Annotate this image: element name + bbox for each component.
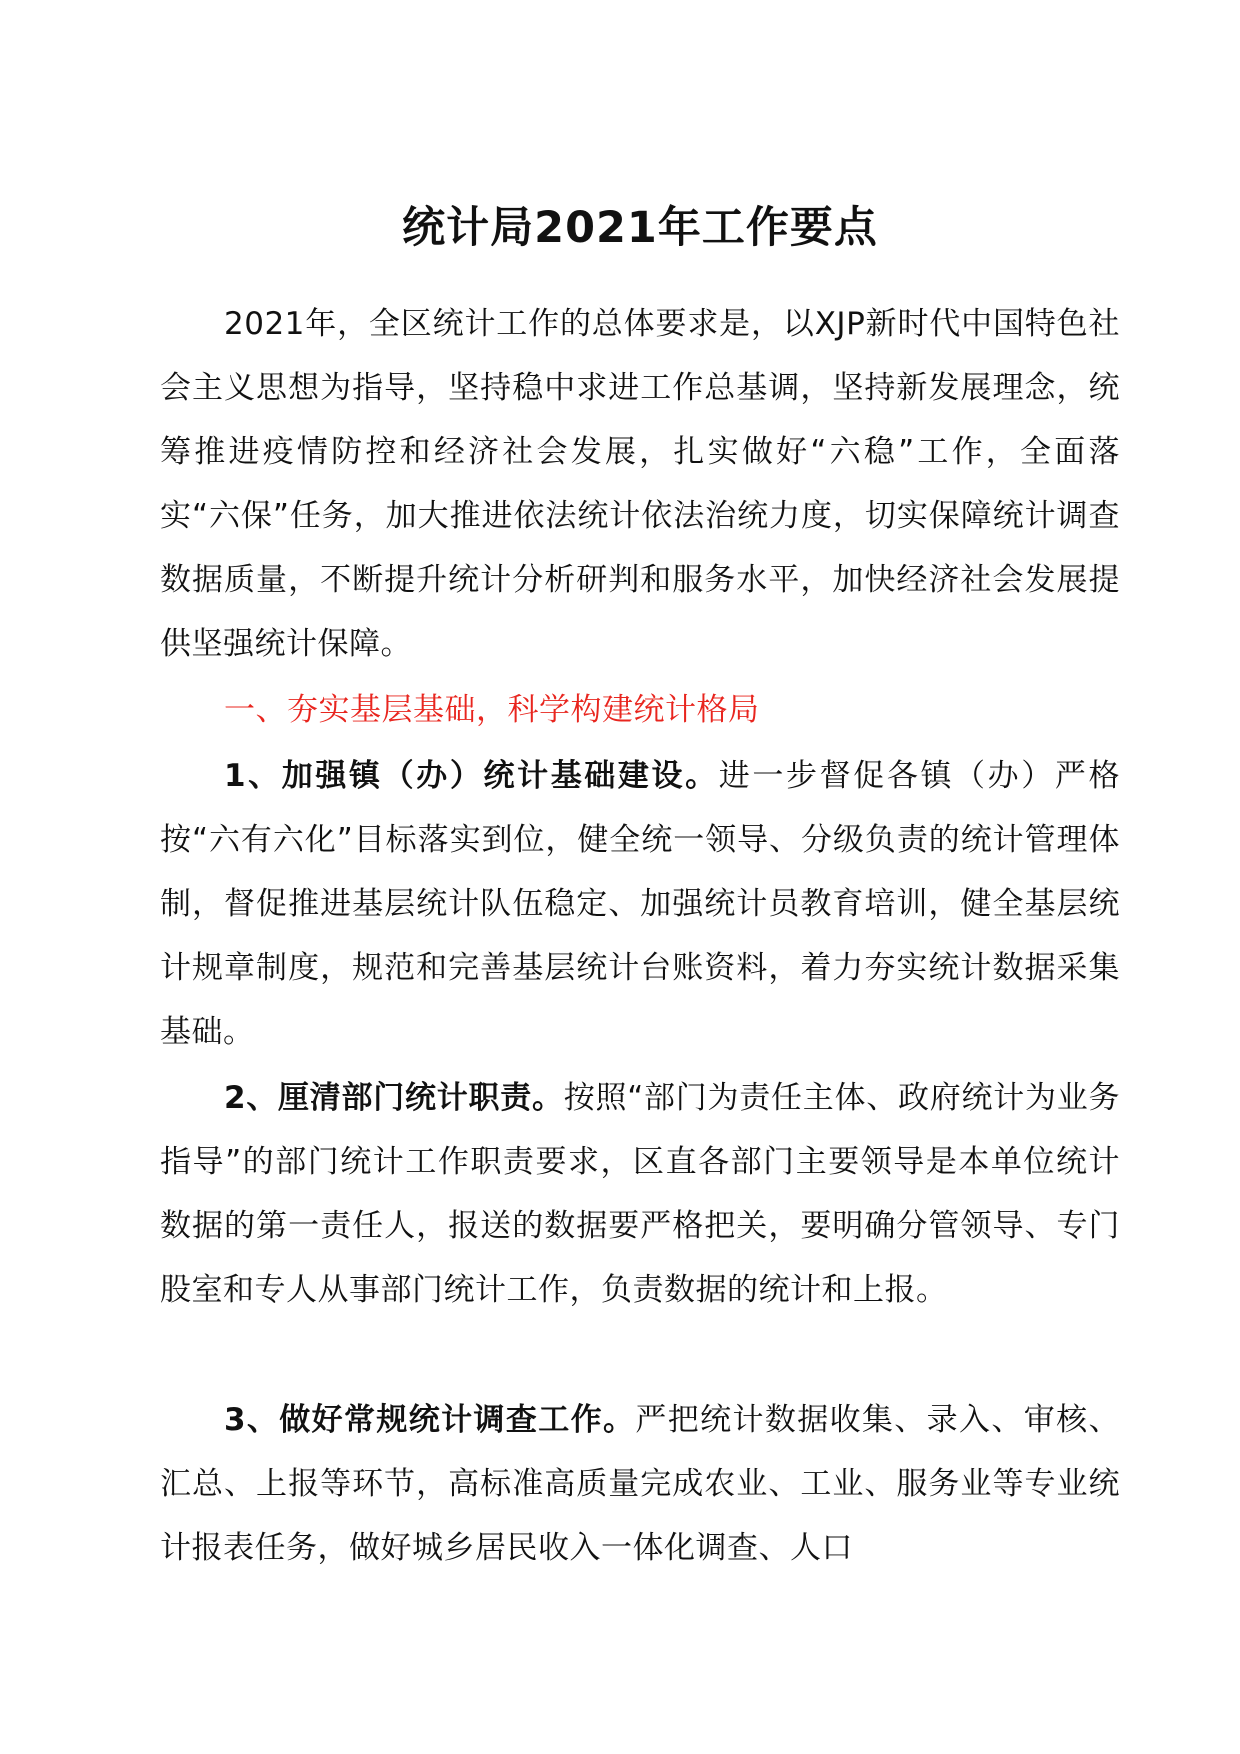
- item-paragraph: [160, 1066, 1120, 1322]
- item-lead: 1、加强镇（办）统计基础建设。: [224, 758, 719, 794]
- item-body: 进一步督促各镇（办）严格按“六有六化”目标落实到位，健全统一领导、分级负责的统计管理体制，督促推进基层统计队伍稳定、加强统计员教育培训，健全基层统计规章制度，规范和完善基层统计台账资料，着力夯实统计数据采集基础。: [160, 758, 1121, 1050]
- item-paragraph: [160, 744, 1120, 1064]
- section-heading: 一、夯实基层基础，科学构建统计格局: [224, 692, 760, 728]
- item-lead: 3、做好常规统计调查工作。: [224, 1402, 636, 1438]
- item-body: 严把统计数据收集、录入、审核、汇总、上报等环节，高标准高质量完成农业、工业、服务业等专业统计报表任务，做好城乡居民收入一体化调查、人口: [160, 1402, 1121, 1566]
- item-paragraph: [160, 1388, 1120, 1580]
- document-page: [160, 0, 1120, 1754]
- item-body: 按照“部门为责任主体、政府统计为业务指导”的部门统计工作职责要求，区直各部门主要领导是本单位统计数据的第一责任人，报送的数据要严格把关，要明确分管领导、专门股室和专人从事部门统计工作，负责数据的统计和上报。: [160, 1080, 1120, 1308]
- intro-paragraph: 2021年，全区统计工作的总体要求是，以XJP新时代中国特色社会主义思想为指导，坚持稳中求进工作总基调，坚持新发展理念，统筹推进疫情防控和经济社会发展，扎实做好“六稳”工作，全面落实“六保”任务，加大推进依法统计依法治统力度，切实保障统计调查数据质量，不断提升统计分析研判和服务水平，加快经济社会发展提供坚强统计保障。: [160, 306, 1120, 662]
- item-lead: 2、厘清部门统计职责。: [224, 1080, 564, 1116]
- document-title: 统计局2021年工作要点: [402, 203, 878, 253]
